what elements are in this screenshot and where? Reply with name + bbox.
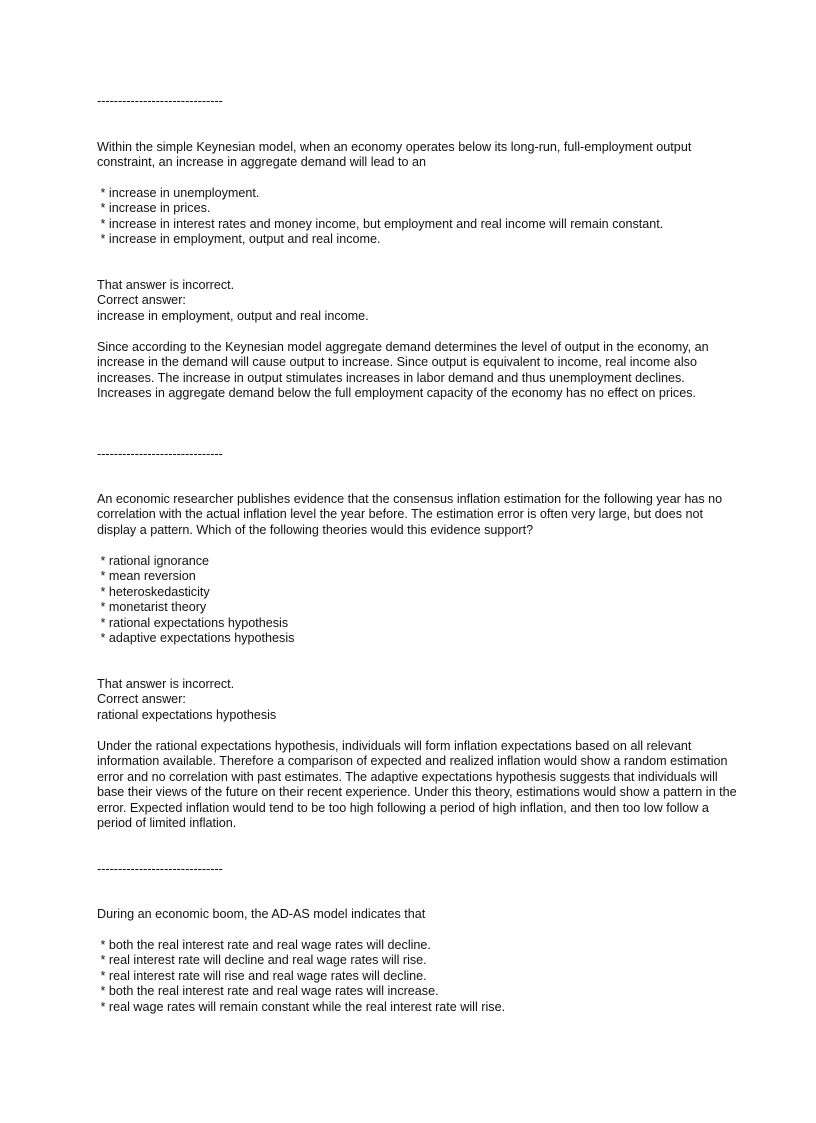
correct-answer-label: Correct answer: [97, 293, 186, 308]
question-2-options [97, 554, 737, 646]
option-item: * increase in unemployment. [97, 186, 260, 200]
option-item: * increase in employment, output and real income. [97, 232, 381, 247]
question-2-text: An economic researcher publishes evidence that the consensus inflation estimation for the following year has no correlation with the actual inflation level the year before. The estimation error is often very large, but does not display a pattern. Which of the following theories would this evidence support? [97, 492, 723, 537]
separator: ------------------------------ [97, 862, 223, 876]
option-item: * adaptive expectations hypothesis [97, 631, 295, 646]
option-item: * real wage rates will remain constant while the real interest rate will rise. [97, 999, 506, 1014]
option-item: * real interest rate will rise and real wage rates will decline. [97, 968, 427, 983]
result-status: That answer is incorrect. [97, 677, 235, 691]
question-2-result [97, 677, 737, 723]
correct-answer-text: increase in employment, output and real income. [97, 308, 369, 323]
option-item: * both the real interest rate and real wage rates will increase. [97, 984, 439, 999]
option-item: * heteroskedasticity [97, 584, 210, 599]
option-item: * increase in interest rates and money income, but employment and real income will remain constant. [97, 216, 664, 231]
question-1-result [97, 278, 737, 324]
correct-answer-text: rational expectations hypothesis [97, 707, 277, 722]
option-item: * rational ignorance [97, 554, 210, 568]
question-3-options [97, 938, 737, 1015]
question-2-explanation: Under the rational expectations hypothesis, individuals will form inflation expectations based on all relevant information available. Therefore a comparison of expected and realized inflation would show a random estimation error and no correlation with past estimates. The adaptive expectations hypothesis suggests that individuals will base their views of the future on their recent experience. Under this theory, estimations would show a pattern in the error. Expected inflation would tend to be too high following a period of high inflation, and then too low follow a period of limited inflation. [97, 739, 737, 831]
option-item: * both the real interest rate and real wage rates will decline. [97, 938, 431, 952]
result-status: That answer is incorrect. [97, 278, 235, 292]
option-item: * mean reversion [97, 569, 196, 584]
option-item: * increase in prices. [97, 201, 211, 216]
option-item: * rational expectations hypothesis [97, 615, 289, 630]
question-3-text: During an economic boom, the AD-AS model indicates that [97, 907, 426, 921]
correct-answer-label: Correct answer: [97, 692, 186, 707]
option-item: * monetarist theory [97, 600, 207, 615]
separator: ------------------------------ [97, 94, 223, 108]
separator: ------------------------------ [97, 447, 223, 461]
question-1-explanation: Since according to the Keynesian model aggregate demand determines the level of output in the economy, an increase in the demand will cause output to increase. Since output is equivalent to income, real income also increases. The increase in output stimulates increases in labor demand and thus unemployment declines. Increases in aggregate demand below the full employment capacity of the economy has no effect on prices. [97, 340, 709, 401]
question-1-options [97, 186, 737, 248]
question-1-text: Within the simple Keynesian model, when an economy operates below its long-run, full-employment output constraint, an increase in aggregate demand will lead to an [97, 140, 692, 170]
option-item: * real interest rate will decline and real wage rates will rise. [97, 953, 427, 968]
